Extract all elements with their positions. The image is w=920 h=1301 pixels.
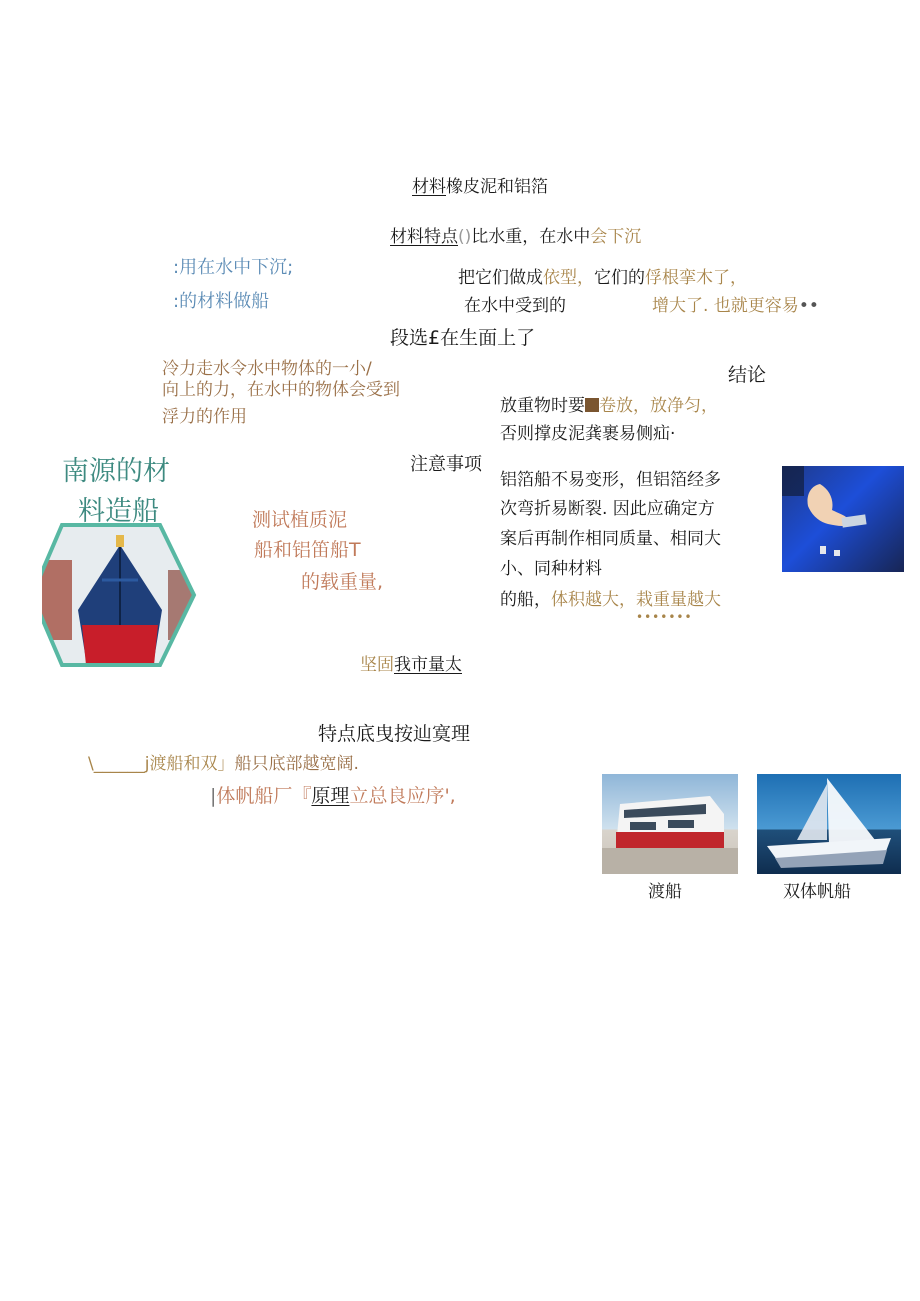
ferry-a: \______j: [88, 754, 150, 774]
materials-line: [412, 179, 548, 196]
heavy-line-2: [500, 426, 675, 443]
foil-line-3: 案后再制作相同质量、相同大: [500, 529, 721, 549]
foil-line-2: 次弯折易断裂. 因此应确定方: [500, 499, 715, 519]
sail-c: 立总良应序',: [349, 785, 456, 807]
notes-heading: 注意事项: [410, 454, 482, 475]
sturdy-b: 我市量太: [394, 655, 462, 675]
foil-5a: 的船，: [500, 590, 551, 610]
foil-line-5: [500, 592, 721, 609]
sail-b: 原理: [311, 785, 350, 807]
make-shape-c: 它们的: [594, 268, 645, 288]
heavy-line-1: [500, 398, 718, 415]
caption-ferry: 渡船: [648, 882, 682, 902]
buoyancy-line-1: 冷力走水令水中物体的一小/: [162, 359, 372, 379]
catamaran-photo: [757, 774, 901, 874]
foil-line-1: 铝箔船不易变形，但铝箔经多: [500, 470, 721, 490]
hand-with-foil-photo: [782, 466, 904, 572]
buoyancy-line-3: 浮力的作用: [162, 407, 247, 427]
features-line: [390, 229, 641, 246]
heavy-dot: ·: [670, 424, 676, 444]
sail-line: [210, 787, 456, 806]
make-shape-line-2b: [652, 298, 819, 315]
sail-bar: |: [210, 785, 217, 807]
materials-value: 橡皮泥和铝箔: [446, 177, 548, 197]
sail-a: 体帆船厂『: [216, 785, 312, 807]
foil-line-4: 小、同种材料: [500, 559, 602, 579]
blue-line-1: :用在水中下沉;: [173, 257, 294, 278]
make-shape-d: 俘根挛木了，: [645, 268, 747, 288]
big-title-line-2: 料造船: [78, 496, 159, 527]
ship-bow-photo: [42, 520, 198, 670]
heavy-b: 卷放，放净匀，: [599, 396, 718, 416]
foil-dots: •••••••: [636, 610, 693, 624]
sturdy-a: 坚固: [360, 655, 394, 675]
test-line-2: 船和铝笛船T: [254, 539, 361, 561]
conclusion-heading: 结论: [728, 364, 767, 386]
ferry-photo: [602, 774, 738, 874]
features-glyph: (): [458, 227, 472, 247]
test-line-3: 的载重量,: [301, 571, 384, 593]
big-title-line-1: 南源的材: [62, 456, 170, 487]
redacted-box: [585, 398, 599, 412]
sturdy-line: [360, 657, 462, 674]
blue-line-2: :的材料做船: [173, 291, 270, 312]
materials-label: 材料: [412, 177, 446, 197]
make-shape-f: 增大了. 也就更容易: [652, 296, 799, 316]
heavy-a: 放重物时要: [500, 396, 585, 416]
heavy-c: 否则撑皮泥龚裹易侧疝: [500, 424, 670, 444]
mid-heading: 段选£在生面上了: [390, 327, 536, 349]
features-part1: 比水重，在水中: [471, 227, 591, 247]
make-shape-b: 依型，: [543, 268, 594, 288]
features-label: 材料特点: [390, 227, 458, 247]
hand-illustration: [782, 466, 904, 572]
make-shape-e: 在水中受到的: [464, 296, 566, 316]
caption-catamaran: 双体帆船: [783, 882, 851, 902]
make-shape-line-2: [464, 298, 566, 315]
make-shape-dots: ••: [798, 296, 819, 316]
make-shape-line-1: [458, 270, 747, 287]
foil-5b: 体积越大，栽重量越大: [551, 590, 721, 610]
ferry-c: 船只底部越宽阔.: [234, 754, 359, 774]
ferry-b: 渡船和双」: [149, 754, 235, 774]
test-line-1: 测试植质泥: [252, 509, 348, 531]
ferry-line: [88, 756, 359, 773]
feature-principle-heading: 特点底曳按辿寞理: [318, 723, 471, 745]
buoyancy-line-2: 向上的力，在水中的物体会受到: [162, 380, 400, 400]
make-shape-a: 把它们做成: [458, 268, 543, 288]
features-part2: 会下沉: [590, 227, 642, 247]
